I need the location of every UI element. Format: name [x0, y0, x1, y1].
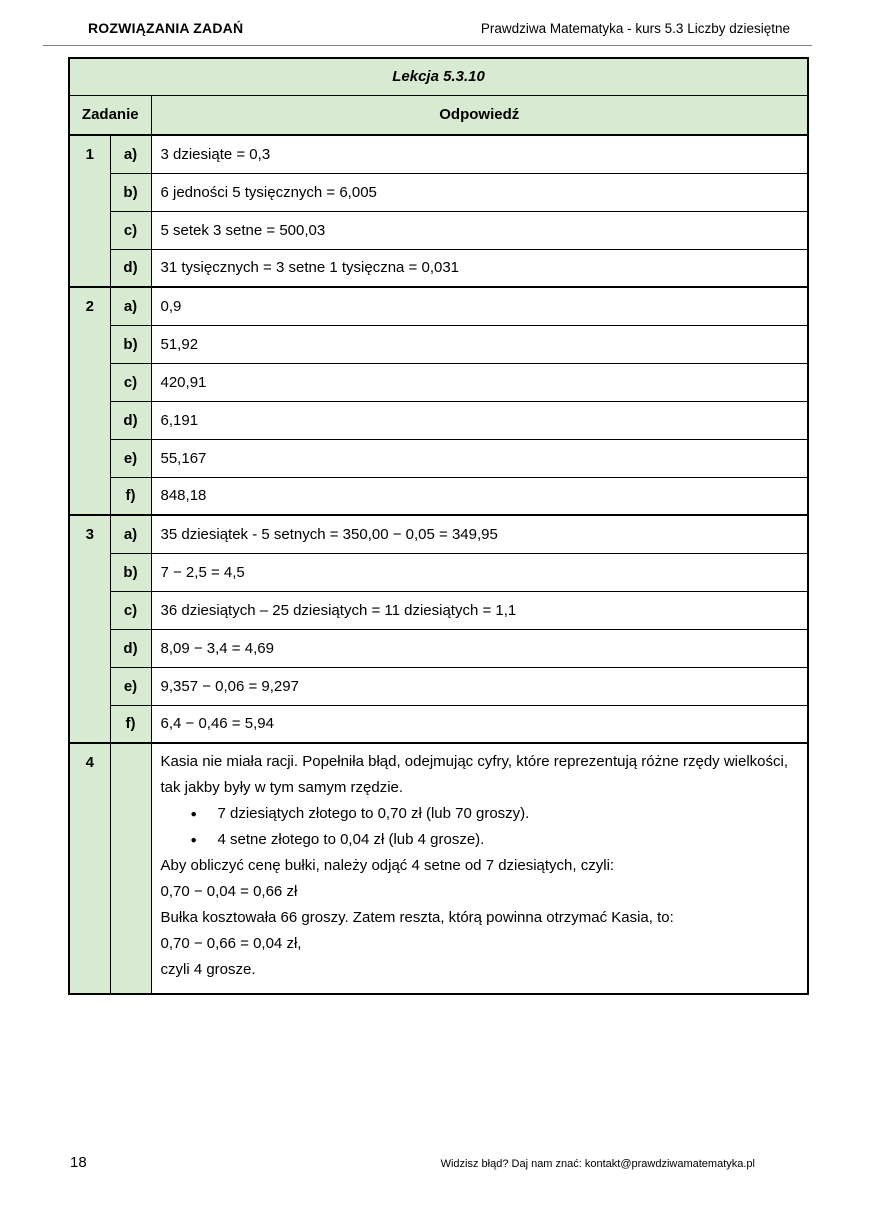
task-row [69, 667, 808, 705]
part-letter-cell: d) [110, 629, 151, 667]
part-letter-cell: f) [110, 705, 151, 743]
page-number: 18 [70, 1154, 87, 1171]
task-row [69, 173, 808, 211]
answer-cell [151, 743, 808, 994]
task-row [69, 553, 808, 591]
answer-paragraph: czyli 4 grosze. [160, 961, 256, 978]
task-number-cell: 3 [69, 515, 110, 743]
answer-paragraph: Kasia nie miała racji. Popełniła błąd, odejmując cyfry, które reprezentują różne rzędy wielkości, tak jakby były w tym samym rzędzie. [160, 753, 789, 796]
table-title-row [69, 58, 808, 95]
task-row [69, 401, 808, 439]
part-letter-cell: b) [110, 553, 151, 591]
answer-cell: 6 jedności 5 tysięcznych = 6,005 [151, 173, 808, 211]
header-right-title: Prawdziwa Matematyka - kurs 5.3 Liczby dziesiętne [480, 21, 790, 36]
answer-cell: 7 − 2,5 = 4,5 [151, 553, 808, 591]
answer-paragraph: Aby obliczyć cenę bułki, należy odjąć 4 setne od 7 dziesiątych, czyli: [160, 857, 615, 874]
answer-cell: 5 setek 3 setne = 500,03 [151, 211, 808, 249]
answer-cell: 35 dziesiątek - 5 setnych = 350,00 − 0,05 = 349,95 [151, 515, 808, 553]
answer-cell: 6,191 [151, 401, 808, 439]
answer-cell: 55,167 [151, 439, 808, 477]
answer-cell: 848,18 [151, 477, 808, 515]
part-letter-cell: c) [110, 591, 151, 629]
part-letter-cell: a) [110, 287, 151, 325]
header-left-title: ROZWIĄZANIA ZADAŃ [88, 20, 244, 36]
task-number-cell: 1 [69, 135, 110, 287]
part-letter-cell: c) [110, 363, 151, 401]
part-letter-cell: d) [110, 249, 151, 287]
task-row [69, 211, 808, 249]
footer-contact: Widzisz błąd? Daj nam znać: kontakt@prawdziwamatematyka.pl [440, 1158, 755, 1170]
task-row [69, 287, 808, 325]
task-row [69, 249, 808, 287]
task-row [69, 135, 808, 173]
answer-cell: 8,09 − 3,4 = 4,69 [151, 629, 808, 667]
task-row [69, 515, 808, 553]
page-footer [70, 1154, 755, 1171]
task-row [69, 325, 808, 363]
answer-paragraph: Bułka kosztowała 66 groszy. Zatem reszta, którą powinna otrzymać Kasia, to: [160, 909, 674, 926]
answer-cell: 0,9 [151, 287, 808, 325]
answer-paragraph: 0,70 − 0,66 = 0,04 zł, [160, 935, 302, 952]
column-header-task: Zadanie [69, 95, 151, 135]
task-row [69, 591, 808, 629]
part-letter-cell: f) [110, 477, 151, 515]
task-number-cell: 2 [69, 287, 110, 515]
task-row [69, 705, 808, 743]
page-header [88, 0, 790, 36]
answer-paragraph: 0,70 − 0,04 = 0,66 zł [160, 883, 298, 900]
task-row [69, 363, 808, 401]
part-letter-cell: c) [110, 211, 151, 249]
bullet-item: ● 7 dziesiątych złotego to 0,70 zł (lub 70 groszy). [161, 801, 796, 827]
header-rule [43, 45, 812, 46]
part-letter-cell: a) [110, 135, 151, 173]
bullet-item: ● 4 setne złotego to 0,04 zł (lub 4 grosze). [161, 827, 796, 853]
column-header-answer: Odpowiedź [151, 95, 808, 135]
part-letter-cell: e) [110, 439, 151, 477]
task-row [69, 439, 808, 477]
answer-cell: 3 dziesiąte = 0,3 [151, 135, 808, 173]
column-header-row [69, 95, 808, 135]
answer-cell: 51,92 [151, 325, 808, 363]
table-title: Lekcja 5.3.10 [69, 58, 808, 95]
part-letter-cell: b) [110, 173, 151, 211]
answer-cell: 9,357 − 0,06 = 9,297 [151, 667, 808, 705]
part-letter-cell: a) [110, 515, 151, 553]
task-row [69, 629, 808, 667]
bullet-list [161, 801, 796, 853]
answer-cell: 31 tysięcznych = 3 setne 1 tysięczna = 0,031 [151, 249, 808, 287]
answer-cell: 420,91 [151, 363, 808, 401]
answers-table-body [69, 58, 808, 994]
task-row [69, 743, 808, 994]
answers-table [68, 57, 809, 995]
task-number-cell: 4 [69, 743, 110, 994]
part-letter-cell: b) [110, 325, 151, 363]
task-row [69, 477, 808, 515]
part-letter-cell: d) [110, 401, 151, 439]
answer-cell: 36 dziesiątych – 25 dziesiątych = 11 dziesiątych = 1,1 [151, 591, 808, 629]
part-letter-cell [110, 743, 151, 994]
answer-cell: 6,4 − 0,46 = 5,94 [151, 705, 808, 743]
part-letter-cell: e) [110, 667, 151, 705]
